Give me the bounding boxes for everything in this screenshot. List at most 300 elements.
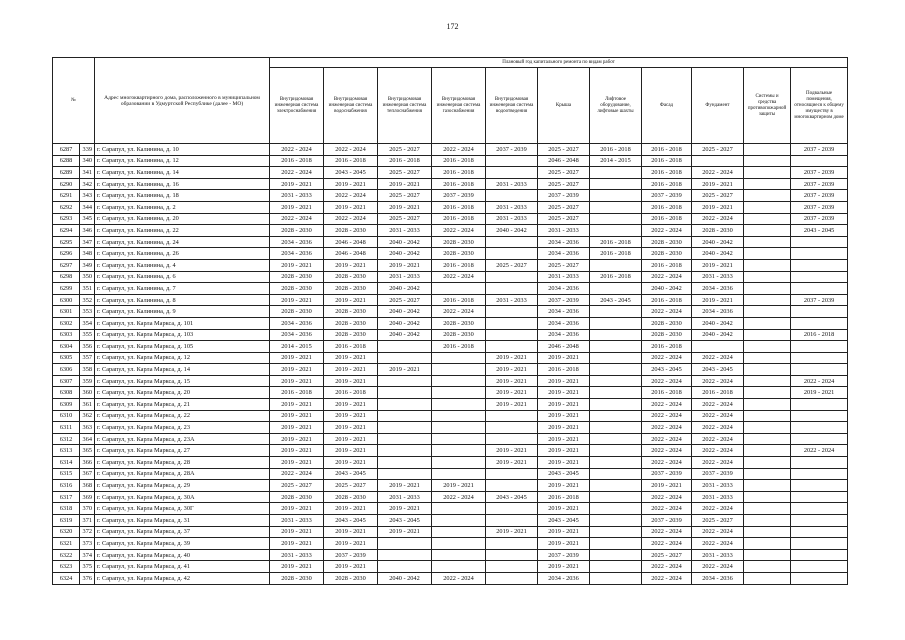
row-year-cell <box>590 283 642 295</box>
row-year-cell <box>432 538 486 550</box>
row-year-cell: 2019 - 2021 <box>486 526 538 538</box>
row-year-cell: 2019 - 2021 <box>324 364 378 376</box>
row-index: 364 <box>80 433 95 445</box>
row-year-cell: 2022 - 2024 <box>270 144 324 156</box>
row-year-cell <box>590 422 642 434</box>
row-address: г. Сарапул, ул. Карла Маркса, д. 21 <box>95 399 270 411</box>
row-year-cell: 2022 - 2024 <box>324 144 378 156</box>
row-index: 370 <box>80 503 95 515</box>
row-year-cell: 2019 - 2021 <box>324 201 378 213</box>
row-year-cell <box>791 410 848 422</box>
row-year-cell <box>590 178 642 190</box>
row-year-cell: 2034 - 2036 <box>538 317 590 329</box>
row-year-cell: 2037 - 2039 <box>642 515 692 527</box>
row-year-cell: 2031 - 2033 <box>270 515 324 527</box>
row-index: 347 <box>80 236 95 248</box>
row-year-cell: 2031 - 2033 <box>692 271 744 283</box>
row-year-cell: 2043 - 2045 <box>324 167 378 179</box>
row-index: 368 <box>80 480 95 492</box>
table-row <box>53 491 848 503</box>
row-year-cell: 2028 - 2030 <box>432 317 486 329</box>
row-year-cell: 2016 - 2018 <box>692 387 744 399</box>
row-year-cell: 2019 - 2021 <box>538 410 590 422</box>
row-index: 343 <box>80 190 95 202</box>
row-year-cell: 2040 - 2042 <box>378 329 432 341</box>
row-year-cell <box>378 341 432 353</box>
row-number: 6324 <box>53 572 80 584</box>
row-year-cell <box>744 201 791 213</box>
row-year-cell <box>590 572 642 584</box>
row-number: 6302 <box>53 317 80 329</box>
row-index: 360 <box>80 387 95 399</box>
row-number: 6297 <box>53 259 80 271</box>
row-year-cell: 2016 - 2018 <box>538 491 590 503</box>
row-year-cell: 2019 - 2021 <box>692 259 744 271</box>
table-row <box>53 248 848 260</box>
column-header: Фундамент <box>692 68 744 144</box>
table-row <box>53 236 848 248</box>
row-number: 6318 <box>53 503 80 515</box>
row-year-cell <box>590 457 642 469</box>
row-year-cell <box>791 236 848 248</box>
row-year-cell: 2025 - 2027 <box>538 167 590 179</box>
row-year-cell: 2019 - 2021 <box>324 259 378 271</box>
row-year-cell: 2019 - 2021 <box>378 526 432 538</box>
row-address: г. Сарапул, ул. Карла Маркса, д. 31 <box>95 515 270 527</box>
row-year-cell: 2016 - 2018 <box>432 294 486 306</box>
row-year-cell: 2022 - 2024 <box>432 144 486 156</box>
row-number: 6289 <box>53 167 80 179</box>
row-year-cell <box>791 549 848 561</box>
table-row <box>53 225 848 237</box>
row-year-cell: 2034 - 2036 <box>270 236 324 248</box>
row-year-cell: 2016 - 2018 <box>590 144 642 156</box>
row-number: 6290 <box>53 178 80 190</box>
row-year-cell <box>432 375 486 387</box>
row-address: г. Сарапул, ул. Карла Маркса, д. 22 <box>95 410 270 422</box>
row-year-cell <box>590 190 642 202</box>
row-year-cell <box>744 503 791 515</box>
row-number: 6294 <box>53 225 80 237</box>
row-year-cell: 2037 - 2039 <box>486 144 538 156</box>
row-year-cell: 2040 - 2042 <box>692 317 744 329</box>
row-year-cell: 2019 - 2021 <box>538 445 590 457</box>
row-year-cell <box>432 515 486 527</box>
row-year-cell: 2019 - 2021 <box>270 375 324 387</box>
row-index: 348 <box>80 248 95 260</box>
row-year-cell <box>791 399 848 411</box>
row-address: г. Сарапул, ул. Карла Маркса, д. 101 <box>95 317 270 329</box>
row-number: 6323 <box>53 561 80 573</box>
row-year-cell <box>378 433 432 445</box>
row-year-cell <box>744 248 791 260</box>
row-address: г. Сарапул, ул. Калинина, д. 12 <box>95 155 270 167</box>
row-year-cell: 2031 - 2033 <box>378 491 432 503</box>
table-row <box>53 190 848 202</box>
row-year-cell: 2019 - 2021 <box>538 538 590 550</box>
row-year-cell: 2037 - 2039 <box>432 190 486 202</box>
row-year-cell <box>432 352 486 364</box>
row-year-cell: 2022 - 2024 <box>692 433 744 445</box>
row-year-cell: 2022 - 2024 <box>642 538 692 550</box>
row-year-cell: 2022 - 2024 <box>692 457 744 469</box>
row-year-cell: 2022 - 2024 <box>642 526 692 538</box>
row-year-cell: 2040 - 2042 <box>378 283 432 295</box>
row-year-cell: 2034 - 2036 <box>692 306 744 318</box>
row-year-cell <box>590 167 642 179</box>
row-year-cell: 2019 - 2021 <box>692 201 744 213</box>
row-year-cell <box>590 549 642 561</box>
row-year-cell <box>432 364 486 376</box>
table-row <box>53 457 848 469</box>
row-year-cell: 2028 - 2030 <box>324 271 378 283</box>
row-index: 363 <box>80 422 95 434</box>
row-year-cell: 2034 - 2036 <box>538 236 590 248</box>
row-address: г. Сарапул, ул. Карла Маркса, д. 29 <box>95 480 270 492</box>
row-index: 357 <box>80 352 95 364</box>
row-year-cell <box>590 306 642 318</box>
row-year-cell <box>486 515 538 527</box>
row-index: 362 <box>80 410 95 422</box>
row-year-cell: 2034 - 2036 <box>270 329 324 341</box>
row-year-cell <box>791 433 848 445</box>
row-year-cell: 2028 - 2030 <box>270 306 324 318</box>
row-year-cell: 2031 - 2033 <box>486 201 538 213</box>
row-year-cell <box>378 445 432 457</box>
row-year-cell: 2037 - 2039 <box>692 468 744 480</box>
row-year-cell: 2019 - 2021 <box>270 352 324 364</box>
row-address: г. Сарапул, ул. Карла Маркса, д. 14 <box>95 364 270 376</box>
row-index: 344 <box>80 201 95 213</box>
row-index: 350 <box>80 271 95 283</box>
row-year-cell: 2025 - 2027 <box>378 294 432 306</box>
table-row <box>53 480 848 492</box>
header-planned-year: Плановый год капитального ремонта по видам работ <box>270 58 848 68</box>
row-year-cell <box>486 503 538 515</box>
table-body <box>53 144 848 585</box>
row-year-cell <box>590 341 642 353</box>
row-number: 6306 <box>53 364 80 376</box>
row-year-cell: 2016 - 2018 <box>642 155 692 167</box>
row-year-cell: 2019 - 2021 <box>486 352 538 364</box>
row-address: г. Сарапул, ул. Карла Маркса, д. 42 <box>95 572 270 584</box>
row-number: 6317 <box>53 491 80 503</box>
row-year-cell: 2022 - 2024 <box>692 538 744 550</box>
row-year-cell <box>791 248 848 260</box>
row-year-cell: 2040 - 2042 <box>378 317 432 329</box>
row-address: г. Сарапул, ул. Калинина, д. 7 <box>95 283 270 295</box>
row-year-cell: 2019 - 2021 <box>642 480 692 492</box>
row-year-cell: 2016 - 2018 <box>432 201 486 213</box>
row-year-cell: 2019 - 2021 <box>378 201 432 213</box>
row-year-cell <box>486 317 538 329</box>
row-year-cell: 2034 - 2036 <box>692 572 744 584</box>
row-year-cell: 2016 - 2018 <box>791 329 848 341</box>
table-row <box>53 364 848 376</box>
row-year-cell <box>744 491 791 503</box>
row-index: 374 <box>80 549 95 561</box>
row-year-cell: 2028 - 2030 <box>432 248 486 260</box>
row-year-cell: 2040 - 2042 <box>378 572 432 584</box>
table-row <box>53 178 848 190</box>
row-year-cell <box>791 155 848 167</box>
table-row <box>53 503 848 515</box>
row-year-cell: 2016 - 2018 <box>324 387 378 399</box>
row-address: г. Сарапул, ул. Калинина, д. 20 <box>95 213 270 225</box>
row-year-cell: 2028 - 2030 <box>432 236 486 248</box>
row-year-cell <box>590 491 642 503</box>
row-year-cell <box>590 352 642 364</box>
row-year-cell <box>432 387 486 399</box>
row-year-cell: 2016 - 2018 <box>590 236 642 248</box>
row-year-cell <box>791 503 848 515</box>
row-year-cell: 2031 - 2033 <box>538 225 590 237</box>
row-number: 6296 <box>53 248 80 260</box>
row-year-cell <box>590 201 642 213</box>
row-year-cell: 2022 - 2024 <box>642 561 692 573</box>
row-year-cell: 2019 - 2021 <box>270 294 324 306</box>
table-row <box>53 352 848 364</box>
row-year-cell <box>791 468 848 480</box>
row-year-cell <box>486 549 538 561</box>
row-year-cell <box>744 144 791 156</box>
row-index: 353 <box>80 306 95 318</box>
row-year-cell <box>744 410 791 422</box>
row-year-cell: 2016 - 2018 <box>324 341 378 353</box>
row-year-cell: 2022 - 2024 <box>270 213 324 225</box>
row-number: 6292 <box>53 201 80 213</box>
row-year-cell <box>432 457 486 469</box>
row-year-cell <box>590 225 642 237</box>
row-year-cell <box>744 178 791 190</box>
table-row <box>53 167 848 179</box>
row-year-cell <box>378 457 432 469</box>
row-year-cell <box>744 457 791 469</box>
row-year-cell: 2019 - 2021 <box>324 538 378 550</box>
row-year-cell <box>744 155 791 167</box>
row-year-cell: 2025 - 2027 <box>378 190 432 202</box>
row-year-cell <box>744 538 791 550</box>
row-number: 6308 <box>53 387 80 399</box>
row-year-cell: 2043 - 2045 <box>324 515 378 527</box>
row-number: 6316 <box>53 480 80 492</box>
row-year-cell: 2019 - 2021 <box>486 364 538 376</box>
row-year-cell <box>791 259 848 271</box>
row-year-cell: 2025 - 2027 <box>538 201 590 213</box>
row-year-cell: 2022 - 2024 <box>642 410 692 422</box>
row-year-cell: 2022 - 2024 <box>642 457 692 469</box>
row-year-cell <box>744 445 791 457</box>
row-number: 6304 <box>53 341 80 353</box>
row-number: 6312 <box>53 433 80 445</box>
row-index: 355 <box>80 329 95 341</box>
row-year-cell <box>590 213 642 225</box>
row-year-cell: 2016 - 2018 <box>642 341 692 353</box>
row-year-cell <box>590 480 642 492</box>
row-year-cell <box>791 306 848 318</box>
row-year-cell: 2019 - 2021 <box>486 375 538 387</box>
row-year-cell: 2019 - 2021 <box>378 178 432 190</box>
row-year-cell <box>432 399 486 411</box>
row-year-cell <box>590 538 642 550</box>
row-year-cell <box>486 190 538 202</box>
row-address: г. Сарапул, ул. Карла Маркса, д. 27 <box>95 445 270 457</box>
table-row <box>53 329 848 341</box>
row-year-cell <box>791 364 848 376</box>
row-year-cell: 2016 - 2018 <box>642 167 692 179</box>
row-year-cell: 2031 - 2033 <box>692 480 744 492</box>
row-year-cell: 2040 - 2042 <box>642 283 692 295</box>
row-index: 365 <box>80 445 95 457</box>
row-address: г. Сарапул, ул. Калинина, д. 14 <box>95 167 270 179</box>
table-row <box>53 144 848 156</box>
row-year-cell: 2022 - 2024 <box>324 190 378 202</box>
row-year-cell: 2019 - 2021 <box>270 364 324 376</box>
row-year-cell: 2028 - 2030 <box>270 225 324 237</box>
row-year-cell <box>590 375 642 387</box>
row-year-cell: 2019 - 2021 <box>324 422 378 434</box>
row-year-cell: 2034 - 2036 <box>538 248 590 260</box>
row-year-cell: 2019 - 2021 <box>270 422 324 434</box>
row-year-cell: 2037 - 2039 <box>538 190 590 202</box>
row-year-cell <box>744 259 791 271</box>
row-address: г. Сарапул, ул. Калинина, д. 16 <box>95 178 270 190</box>
row-year-cell: 2019 - 2021 <box>538 561 590 573</box>
table-row <box>53 445 848 457</box>
row-index: 373 <box>80 538 95 550</box>
row-year-cell: 2031 - 2033 <box>486 178 538 190</box>
row-year-cell: 2037 - 2039 <box>642 190 692 202</box>
row-year-cell: 2028 - 2030 <box>324 283 378 295</box>
row-index: 339 <box>80 144 95 156</box>
row-year-cell: 2028 - 2030 <box>270 271 324 283</box>
row-number: 6313 <box>53 445 80 457</box>
row-year-cell: 2019 - 2021 <box>270 503 324 515</box>
row-address: г. Сарапул, ул. Карла Маркса, д. 28 <box>95 457 270 469</box>
row-year-cell: 2016 - 2018 <box>642 144 692 156</box>
row-year-cell: 2019 - 2021 <box>270 399 324 411</box>
row-year-cell: 2028 - 2030 <box>642 317 692 329</box>
row-year-cell: 2022 - 2024 <box>692 375 744 387</box>
row-year-cell: 2022 - 2024 <box>692 213 744 225</box>
row-year-cell <box>486 248 538 260</box>
row-index: 359 <box>80 375 95 387</box>
row-year-cell: 2034 - 2036 <box>270 248 324 260</box>
row-year-cell: 2028 - 2030 <box>270 283 324 295</box>
table-row <box>53 549 848 561</box>
row-year-cell: 2019 - 2021 <box>324 457 378 469</box>
row-year-cell: 2019 - 2021 <box>324 399 378 411</box>
row-year-cell <box>744 213 791 225</box>
row-number: 6301 <box>53 306 80 318</box>
row-year-cell <box>378 399 432 411</box>
row-year-cell: 2019 - 2021 <box>538 480 590 492</box>
row-year-cell: 2016 - 2018 <box>432 213 486 225</box>
row-year-cell <box>378 410 432 422</box>
row-year-cell: 2025 - 2027 <box>486 259 538 271</box>
row-year-cell: 2019 - 2021 <box>486 399 538 411</box>
row-year-cell: 2040 - 2042 <box>486 225 538 237</box>
row-number: 6309 <box>53 399 80 411</box>
row-year-cell: 2025 - 2027 <box>692 144 744 156</box>
row-year-cell: 2019 - 2021 <box>270 259 324 271</box>
row-year-cell: 2022 - 2024 <box>642 572 692 584</box>
row-year-cell: 2022 - 2024 <box>432 225 486 237</box>
row-year-cell: 2037 - 2039 <box>538 294 590 306</box>
row-year-cell: 2028 - 2030 <box>324 306 378 318</box>
row-year-cell: 2016 - 2018 <box>642 294 692 306</box>
row-year-cell: 2022 - 2024 <box>642 445 692 457</box>
row-number: 6320 <box>53 526 80 538</box>
row-year-cell: 2025 - 2027 <box>538 213 590 225</box>
row-year-cell <box>744 306 791 318</box>
row-year-cell <box>744 468 791 480</box>
table-row <box>53 526 848 538</box>
row-index: 372 <box>80 526 95 538</box>
row-year-cell: 2043 - 2045 <box>642 364 692 376</box>
row-year-cell: 2016 - 2018 <box>432 259 486 271</box>
row-year-cell: 2046 - 2048 <box>324 248 378 260</box>
table-row <box>53 399 848 411</box>
row-year-cell: 2028 - 2030 <box>432 329 486 341</box>
row-year-cell: 2019 - 2021 <box>270 178 324 190</box>
row-index: 346 <box>80 225 95 237</box>
row-year-cell: 2019 - 2021 <box>270 433 324 445</box>
table-row <box>53 306 848 318</box>
row-year-cell: 2022 - 2024 <box>692 503 744 515</box>
row-year-cell: 2019 - 2021 <box>538 457 590 469</box>
table-row <box>53 410 848 422</box>
row-number: 6293 <box>53 213 80 225</box>
row-year-cell: 2043 - 2045 <box>486 491 538 503</box>
row-year-cell: 2019 - 2021 <box>324 178 378 190</box>
row-year-cell: 2034 - 2036 <box>270 317 324 329</box>
row-year-cell <box>590 515 642 527</box>
row-address: г. Сарапул, ул. Карла Маркса, д. 39 <box>95 538 270 550</box>
row-year-cell <box>692 341 744 353</box>
row-year-cell: 2019 - 2021 <box>324 375 378 387</box>
row-year-cell: 2040 - 2042 <box>692 329 744 341</box>
row-year-cell <box>590 561 642 573</box>
row-year-cell <box>791 538 848 550</box>
row-index: 351 <box>80 283 95 295</box>
row-year-cell: 2022 - 2024 <box>692 410 744 422</box>
row-number: 6322 <box>53 549 80 561</box>
row-year-cell: 2019 - 2021 <box>538 352 590 364</box>
row-year-cell: 2022 - 2024 <box>642 271 692 283</box>
row-year-cell <box>791 515 848 527</box>
row-year-cell: 2019 - 2021 <box>324 445 378 457</box>
row-year-cell: 2016 - 2018 <box>432 341 486 353</box>
row-year-cell: 2019 - 2021 <box>324 433 378 445</box>
row-year-cell <box>432 445 486 457</box>
row-year-cell: 2025 - 2027 <box>692 515 744 527</box>
row-year-cell: 2040 - 2042 <box>378 248 432 260</box>
row-year-cell <box>744 422 791 434</box>
column-header: Лифтовое оборудование, лифтовые шахты <box>590 68 642 144</box>
row-year-cell: 2040 - 2042 <box>692 248 744 260</box>
row-year-cell <box>378 422 432 434</box>
capital-repair-table <box>52 57 848 585</box>
table-row <box>53 155 848 167</box>
row-address: г. Сарапул, ул. Карла Маркса, д. 40 <box>95 549 270 561</box>
row-year-cell: 2016 - 2018 <box>642 178 692 190</box>
row-index: 369 <box>80 491 95 503</box>
row-year-cell: 2016 - 2018 <box>642 259 692 271</box>
row-year-cell <box>590 399 642 411</box>
row-year-cell: 2019 - 2021 <box>486 457 538 469</box>
row-number: 6303 <box>53 329 80 341</box>
